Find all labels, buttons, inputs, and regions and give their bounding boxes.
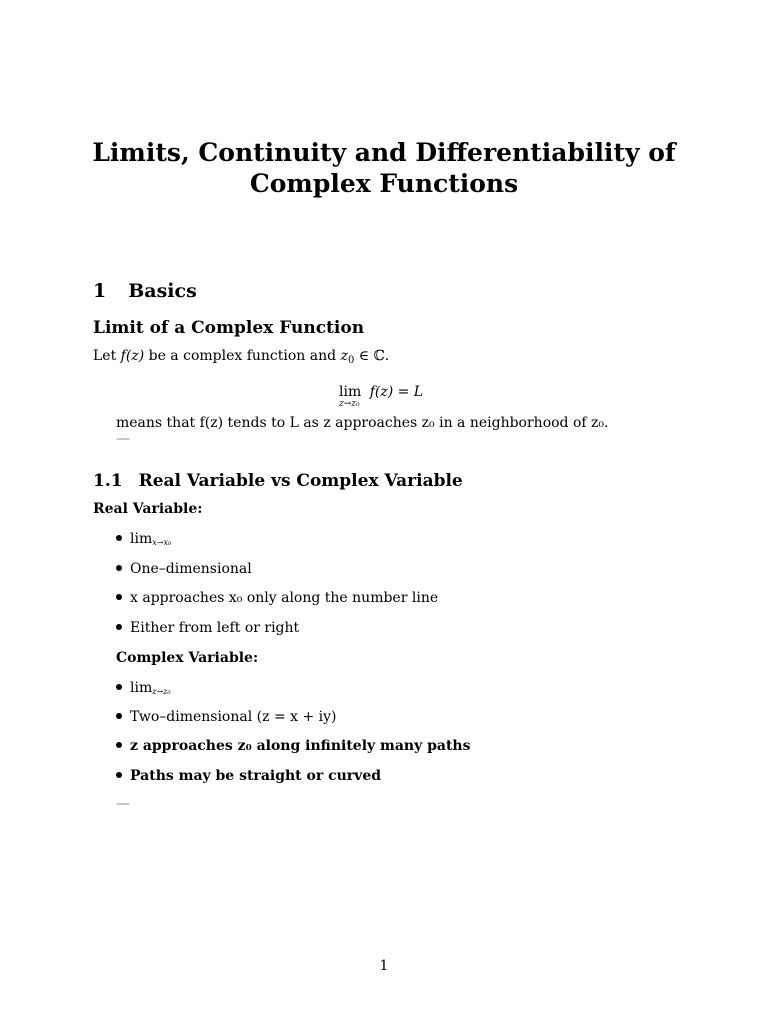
equation-rhs: f(z) = L <box>369 384 424 400</box>
list-item <box>116 590 438 606</box>
list-item <box>116 768 381 784</box>
document-title: Limits, Continuity and Differentiability of Complex Functions <box>92 138 676 198</box>
intro-z0: z <box>340 348 348 364</box>
list-item-text: lim <box>130 531 153 547</box>
display-equation <box>339 384 424 409</box>
section-title: Basics <box>128 280 197 302</box>
bullet-icon <box>116 624 122 630</box>
subsection-number: 1.1 <box>93 471 123 491</box>
list-item <box>116 738 470 754</box>
list-item <box>116 531 171 547</box>
lim-subscript: z→z₀ <box>152 687 171 696</box>
lim-subscript: x→x₀ <box>152 538 172 547</box>
intro-text-3: ∈ ℂ. <box>358 348 390 364</box>
list-item-text: Two–dimensional (z = x + iy) <box>130 709 337 725</box>
section-heading-basics <box>93 280 197 302</box>
bullet-icon <box>116 742 122 748</box>
equation-lim-subscript: z→z₀ <box>339 399 360 409</box>
list-item <box>116 620 299 636</box>
bullet-icon <box>116 594 122 600</box>
bullet-icon <box>116 684 122 690</box>
page-number: 1 <box>379 958 389 974</box>
subsection-title: Real Variable vs Complex Variable <box>138 471 463 491</box>
list-item-text: x approaches x₀ only along the number line <box>130 590 439 606</box>
list-item <box>116 709 337 725</box>
meaning-sentence: means that f(z) tends to L as z approaches z₀ in a neighborhood of z₀. <box>116 415 609 431</box>
list-item-text: Either from left or right <box>130 620 300 636</box>
separator-rule: — <box>116 431 130 447</box>
bullet-icon <box>116 535 122 541</box>
subsection-heading <box>93 471 463 491</box>
list-item-text: Paths may be straight or curved <box>130 768 382 784</box>
bullet-icon <box>116 772 122 778</box>
intro-fz: f(z) <box>120 348 145 364</box>
intro-z0-sub: 0 <box>347 355 355 366</box>
equation-lim: lim <box>339 384 362 400</box>
complex-variable-label: Complex Variable: <box>116 650 259 666</box>
list-item <box>116 561 252 577</box>
list-item-text: lim <box>130 680 153 696</box>
intro-sentence <box>93 348 389 366</box>
bullet-icon <box>116 713 122 719</box>
list-item-text: One–dimensional <box>130 561 252 577</box>
section-number: 1 <box>93 280 107 302</box>
intro-text-1: Let <box>93 348 117 364</box>
paragraph-heading-limit: Limit of a Complex Function <box>93 318 365 338</box>
bullet-icon <box>116 565 122 571</box>
intro-text-2: be a complex function and <box>148 348 337 364</box>
separator-rule: — <box>116 796 130 812</box>
list-item <box>116 680 171 696</box>
list-item-text: z approaches z₀ along infinitely many paths <box>130 738 471 754</box>
real-variable-label: Real Variable: <box>93 501 203 517</box>
